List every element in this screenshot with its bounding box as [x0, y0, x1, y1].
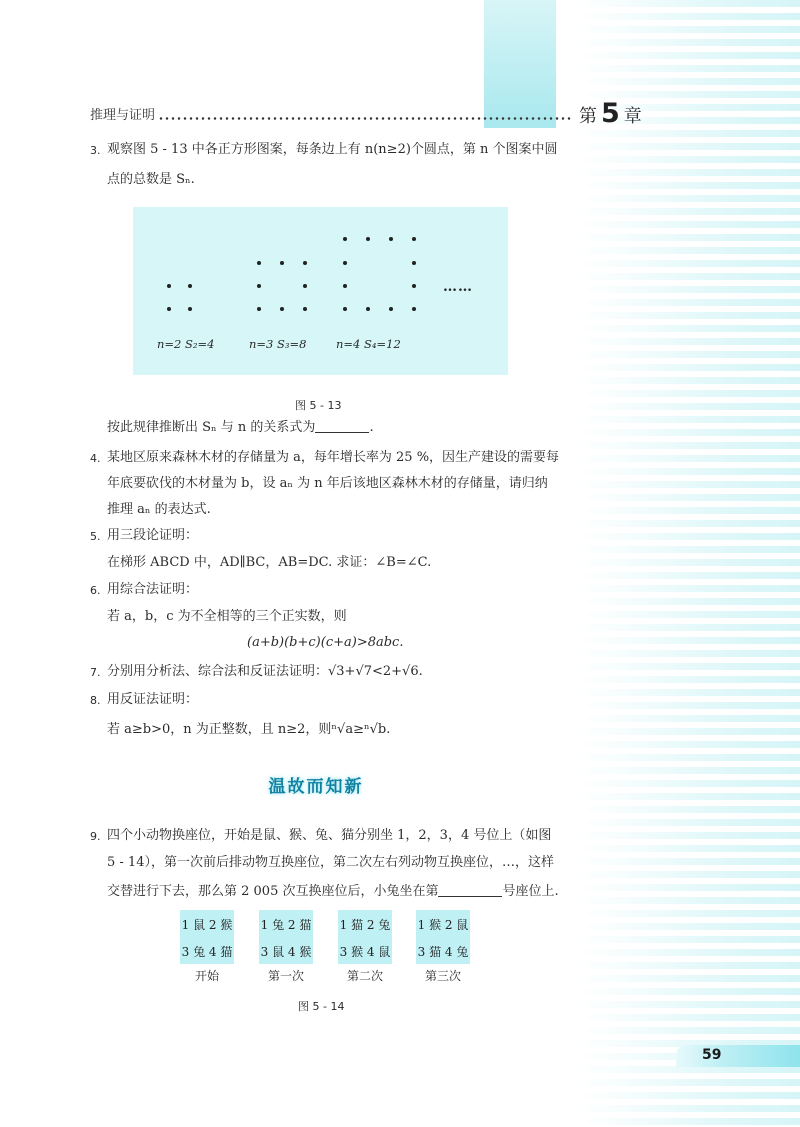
seat-grid-third — [416, 910, 470, 964]
dot — [303, 284, 307, 288]
dot — [389, 237, 393, 241]
q3-after — [107, 420, 374, 434]
dot — [366, 237, 370, 241]
seat-grid-label: 第三次 — [424, 969, 461, 983]
answer-blank — [315, 420, 369, 433]
dot — [188, 307, 192, 311]
seat-grid-label: 开始 — [194, 969, 219, 983]
q6-line1: 用综合法证明： — [107, 582, 199, 597]
dot — [412, 261, 416, 265]
q3-line2: 点的总数是 Sₙ. — [107, 172, 195, 187]
q4-line2: 年底要砍伐的木材量为 b，设 aₙ 为 n 年后该地区森林木材的存储量，请归纳 — [107, 476, 548, 491]
dot — [257, 307, 261, 311]
q7-line1: 分别用分析法、综合法和反证法证明：√3+√7<2+√6. — [107, 664, 423, 679]
figure-5-13 — [133, 207, 508, 375]
chapter-label — [579, 98, 642, 129]
page-number: 59 — [702, 1047, 722, 1063]
seat-grid-start — [180, 910, 234, 964]
header-dot-leader — [158, 117, 572, 120]
dot — [257, 284, 261, 288]
section-title: 推理与证明 — [90, 108, 156, 123]
dot — [257, 261, 261, 265]
q7-number: 7. — [90, 666, 101, 679]
review-section-title: 温故而知新 — [268, 777, 364, 797]
q6-formula: (a+b)(b+c)(c+a)>8abc. — [247, 635, 404, 650]
q9-line1: 四个小动物换座位，开始是鼠、猴、兔、猫分别坐 1，2，3，4 号位上（如图 — [107, 828, 552, 843]
q3-after-text: 按此规律推断出 Sₙ 与 n 的关系式为 — [107, 420, 316, 435]
page-header — [90, 98, 642, 130]
dot — [188, 284, 192, 288]
q5-line1: 用三段论证明： — [107, 528, 199, 543]
q8-line1: 用反证法证明： — [107, 692, 199, 707]
dot — [167, 307, 171, 311]
seat-grid-second — [338, 910, 392, 964]
seat-grid-label: 第一次 — [267, 969, 304, 983]
seat-row: 3 鼠 4 猴 — [260, 945, 312, 959]
seat-row: 1 猫 2 兔 — [339, 918, 391, 932]
decorative-stripes — [580, 0, 800, 1127]
dot — [412, 307, 416, 311]
q5-line2: 在梯形 ABCD 中，AD∥BC，AB=DC. 求证：∠B=∠C. — [107, 555, 432, 570]
seat-row: 1 鼠 2 猴 — [181, 918, 233, 932]
chapter-number: 5 — [601, 98, 620, 129]
dot — [412, 284, 416, 288]
dot — [167, 284, 171, 288]
seat-grid-label: 第二次 — [346, 969, 383, 983]
q9-number: 9. — [90, 830, 101, 843]
q3-line1: 观察图 5 - 13 中各正方形图案，每条边上有 n(n≥2)个圆点，第 n 个图案中圆 — [107, 142, 558, 157]
dot — [343, 237, 347, 241]
dot — [412, 237, 416, 241]
dot — [343, 307, 347, 311]
figure-label: n=2 S₂=4 — [157, 337, 215, 351]
figure-label: n=4 S₄=12 — [336, 337, 401, 351]
q5-number: 5. — [90, 530, 101, 543]
dot — [389, 307, 393, 311]
dot — [343, 261, 347, 265]
figure-ellipsis: …… — [443, 279, 473, 295]
seat-row: 3 猫 4 兔 — [417, 945, 469, 959]
dot — [303, 261, 307, 265]
seat-row: 1 兔 2 猫 — [260, 918, 312, 932]
seat-row: 3 猴 4 鼠 — [339, 945, 391, 959]
q9-line2: 5 - 14），第一次前后排动物互换座位，第二次左右列动物互换座位，…，这样 — [107, 855, 554, 870]
answer-blank — [438, 884, 502, 897]
q6-line2: 若 a，b，c 为不全相等的三个正实数，则 — [107, 609, 347, 624]
q6-number: 6. — [90, 584, 101, 597]
dot — [343, 284, 347, 288]
seat-grid-first — [259, 910, 313, 964]
q3-after-end: . — [369, 420, 374, 435]
figure-caption: 图 5 - 13 — [295, 399, 342, 412]
figure-label: n=3 S₃=8 — [249, 337, 307, 351]
chapter-suffix: 章 — [623, 106, 642, 127]
dot — [366, 307, 370, 311]
page-number-tab — [676, 1045, 800, 1067]
q8-number: 8. — [90, 694, 101, 707]
q4-line1: 某地区原来森林木材的存储量为 a，每年增长率为 25 %，因生产建设的需要每 — [107, 450, 560, 465]
seat-row: 1 猴 2 鼠 — [417, 918, 469, 932]
q9-line3-text: 交替进行下去，那么第 2 005 次互换座位后，小兔坐在第 — [107, 884, 439, 899]
dot — [280, 261, 284, 265]
q9-line3 — [107, 884, 559, 898]
dot — [303, 307, 307, 311]
q8-line2: 若 a≥b>0，n 为正整数，且 n≥2，则ⁿ√a≥ⁿ√b. — [107, 722, 391, 737]
q9-line3-end: 号座位上. — [502, 884, 559, 899]
q4-line3: 推理 aₙ 的表达式. — [107, 502, 211, 517]
seat-row: 3 兔 4 猫 — [181, 945, 233, 959]
chapter-prefix: 第 — [579, 106, 597, 127]
q4-number: 4. — [90, 452, 101, 465]
dot — [280, 307, 284, 311]
figure-caption: 图 5 - 14 — [298, 1000, 345, 1013]
q3-number: 3. — [90, 144, 101, 157]
